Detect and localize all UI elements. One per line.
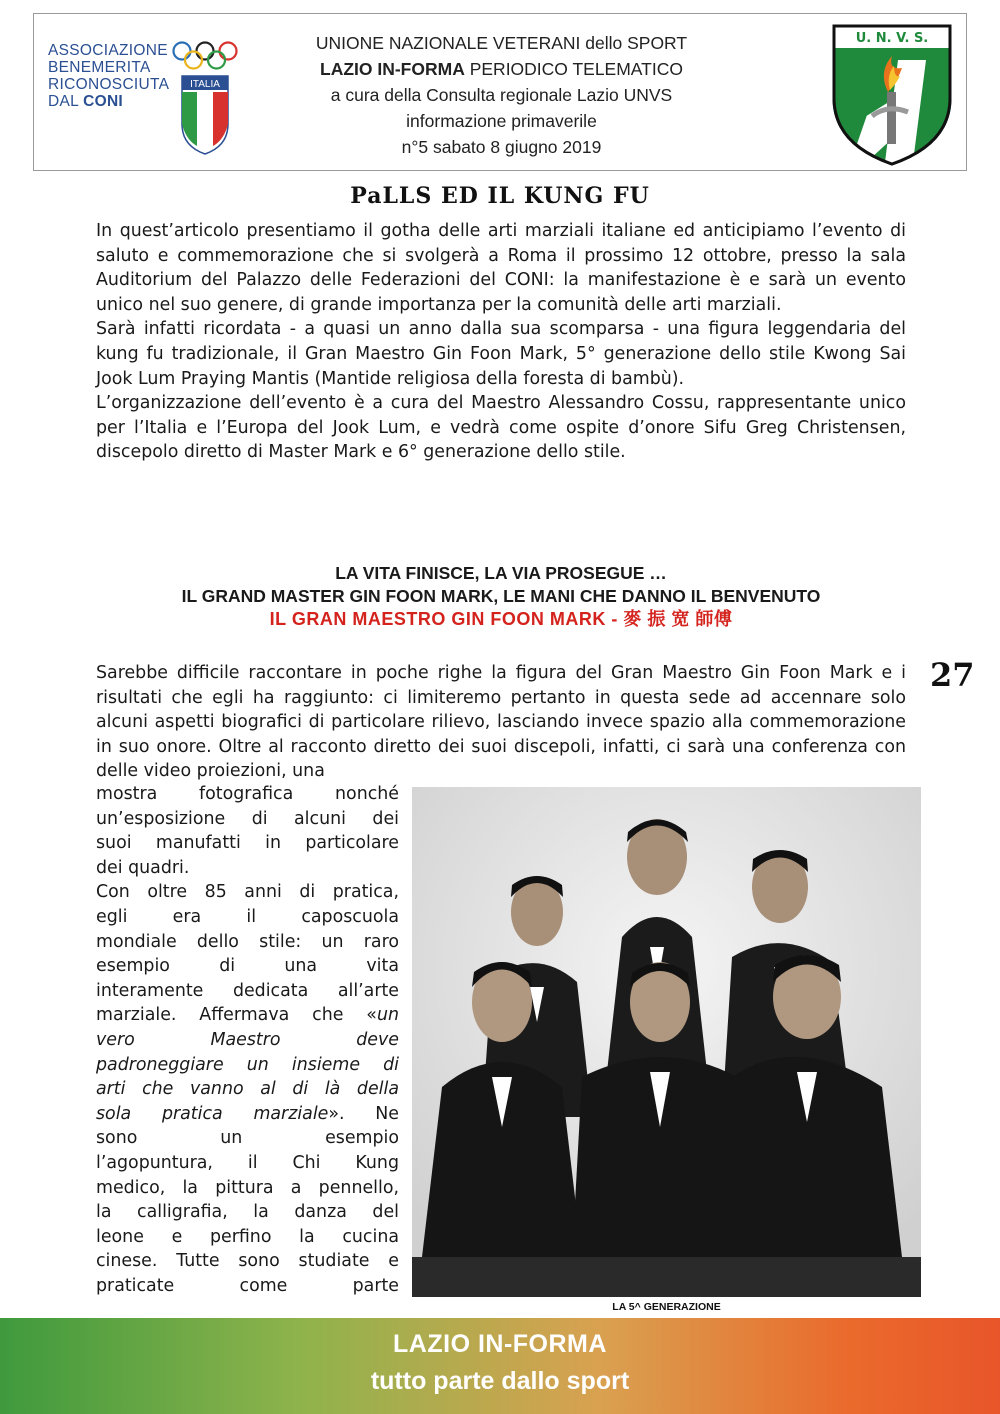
- unvs-badge-label: U. N. V. S.: [855, 31, 929, 46]
- column-line: Con oltre 85 anni di pratica,: [96, 882, 399, 903]
- masthead-issue-date: n°5 sabato 8 giugno 2019: [401, 137, 602, 157]
- column-line: egli era il caposcuola: [96, 906, 399, 927]
- column-line: la calligrafia, la danza del: [96, 1202, 399, 1223]
- italia-shield-icon: [180, 74, 230, 156]
- section-heading-2: IL GRAND MASTER GIN FOON MARK, LE MANI CHE DANNO IL BENVENUTO: [181, 586, 821, 606]
- masthead-publication-name: LAZIO IN-FORMA: [320, 59, 465, 79]
- column-line-quote: padroneggiare un insieme di: [96, 1054, 399, 1075]
- page-number: 27: [930, 656, 975, 694]
- masthead-line4: informazione primaverile: [406, 111, 597, 131]
- italia-label: ITALIA: [190, 79, 220, 90]
- article-intro: [96, 219, 906, 465]
- photo-caption: LA 5^ GENERAZIONE: [612, 1301, 721, 1313]
- quote-italic-start: un: [376, 1005, 399, 1026]
- coni-logo-line4-bold: CONI: [83, 93, 124, 110]
- column-line: interamente dedicata all’arte: [96, 980, 399, 1001]
- unvs-shield-logo: [828, 20, 956, 168]
- footer-banner: [0, 1318, 1000, 1414]
- column-line: praticate come parte: [96, 1275, 399, 1296]
- section-heading-red: IL GRAN MAESTRO GIN FOON MARK - 麥 振 宽 師傅: [269, 609, 733, 629]
- column-line: suoi manufatti in particolare: [96, 833, 399, 854]
- footer-slogan: tutto parte dallo sport: [370, 1367, 630, 1395]
- column-line-quote: arti che vanno al di là della: [96, 1079, 399, 1100]
- masthead: [33, 13, 967, 171]
- intro-paragraph-1: In quest’articolo presentiamo il gotha delle arti marziali italiane ed anticipiamo l’evento di saluto e commemorazione che si svolgerà a Roma il prossimo 12 ottobre, presso la sala Auditorium del Palazzo delle Federazioni del CONI: la manifestazione è e sarà un evento unico nel suo genere, di grande importanza per la comunità delle arti marziali.: [96, 221, 906, 315]
- group-photo: [412, 787, 921, 1297]
- section-heading-1: LA VITA FINISCE, LA VIA PROSEGUE …: [335, 563, 667, 583]
- section-headings: [96, 562, 906, 631]
- masthead-publication-type: PERIODICO TELEMATICO: [464, 59, 683, 79]
- footer-title: LAZIO IN-FORMA: [393, 1330, 607, 1358]
- olympic-rings-icon: [170, 40, 240, 72]
- column-line: dei quadri.: [96, 857, 190, 878]
- column-line-quote: vero Maestro deve: [96, 1029, 399, 1050]
- biography-paragraph: Sarebbe difficile raccontare in poche righe la figura del Gran Maestro Gin Foon Mark e i risultati che egli ha raggiunto: ci limiteremo pertanto in questa sede ad accennare solo alcuni aspetti biografici di particolare rilievo, lasciando invece spazio alla commemorazione in suo onore. Oltre al racconto diretto dei suoi discepoli, infatti, ci sarà una conferenza con delle video proiezioni, una: [96, 663, 906, 782]
- column-line: mondiale dello stile: un raro: [96, 931, 399, 952]
- intro-paragraph-2: Sarà infatti ricordata - a quasi un anno dalla sua scomparsa - una figura leggendaria del kung fu tradizionale, il Gran Maestro Gin Foon Mark, 5° generazione dello stile Kwong Sai Jook Lum Praying Mantis (Mantide religiosa della foresta di bambù).: [96, 319, 906, 389]
- column-line: sono un esempio: [96, 1128, 399, 1149]
- masthead-line3: a cura della Consulta regionale Lazio UNVS: [330, 85, 673, 105]
- coni-logo-line4-prefix: DAL: [48, 93, 84, 110]
- column-line: un’esposizione di alcuni dei: [96, 808, 399, 829]
- biography-column: [96, 782, 399, 1298]
- column-line: leone e perfino la cucina: [96, 1226, 399, 1247]
- column-line: esempio di una vita: [96, 956, 399, 977]
- column-line: l’agopuntura, il Chi Kung: [96, 1152, 399, 1173]
- column-line-quote-start: marziale. Affermava che «un: [96, 1005, 399, 1026]
- article-title: PaLLS ED IL KUNG FU: [350, 183, 650, 209]
- coni-association-logo: [48, 34, 248, 154]
- column-line-quote-end: sola pratica marziale». Ne: [96, 1103, 400, 1124]
- coni-logo-line3: RICONOSCIUTA: [48, 76, 170, 93]
- coni-logo-line1: ASSOCIAZIONE: [48, 42, 168, 59]
- masthead-line1: UNIONE NAZIONALE VETERANI dello SPORT: [315, 33, 688, 53]
- intro-paragraph-3: L’organizzazione dell’evento è a cura del Maestro Alessandro Cossu, rappresentante unico per l’Italia e l’Europa del Jook Lum, e vedrà come ospite d’onore Sifu Greg Christensen, discepolo diretto di Master Mark e 6° generazione dello stile.: [96, 393, 906, 463]
- column-line: cinese. Tutte sono studiate e: [96, 1251, 399, 1272]
- column-line: medico, la pittura a pennello,: [96, 1177, 399, 1198]
- coni-logo-line2: BENEMERITA: [48, 59, 151, 76]
- masthead-text: [274, 30, 729, 160]
- column-line: mostra fotografica nonché: [96, 784, 399, 804]
